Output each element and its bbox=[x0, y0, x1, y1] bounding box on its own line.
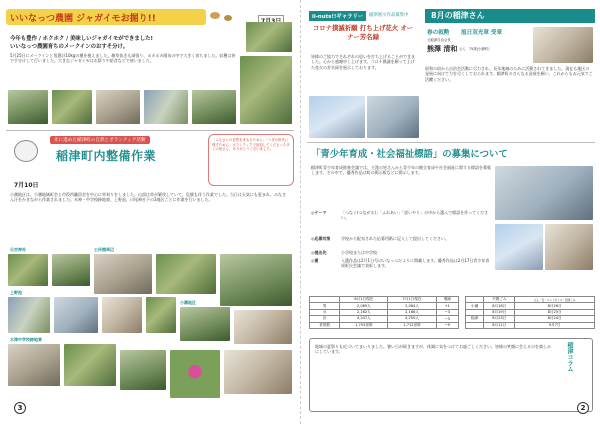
flower-photo bbox=[170, 350, 220, 398]
gallery-badge: ii-nuts!!ギャラリー bbox=[309, 11, 366, 21]
maint-photo-8 bbox=[102, 297, 142, 333]
maint-photo-3 bbox=[94, 254, 152, 294]
harvest-photo-2 bbox=[52, 90, 92, 124]
person-sub-1: 春の叙勲 bbox=[427, 30, 450, 36]
harvest-photo-5 bbox=[192, 90, 236, 124]
pop-cell: 4,250人 bbox=[388, 316, 436, 322]
sched-cell: 8月26日 bbox=[515, 303, 595, 309]
gallery-body: 皆様のご協力でそれぞれの思いを打ち上げることができました。心から感謝申し上げます。コロナ撲滅を願って上げた花火の芳名録を展示しております。 bbox=[311, 54, 415, 70]
column-body: 地域の夏祭りも近づいてまいりました。暑い日が続きますが、体調に気をつけてお過ごしください。皆様の笑顔に会えるのを楽しみにしています。 bbox=[315, 344, 551, 355]
sched-cell: 9月7日 bbox=[515, 322, 595, 328]
maint-photo-12 bbox=[8, 344, 60, 386]
caption-school-site: 水津中学校跡地東 bbox=[10, 337, 42, 342]
maint-photo-2 bbox=[52, 254, 90, 286]
table-row bbox=[310, 322, 459, 328]
theme-text: 「つなぐ(つながる)」「ふれあい」「思いやり」の中から選んで標語を作ってください。 bbox=[341, 210, 489, 221]
harvest-photo-3 bbox=[96, 90, 140, 124]
target-text: 学校から配布された応募用紙に記入して提出してください。 bbox=[341, 236, 449, 241]
pop-cell: +1 bbox=[436, 303, 458, 309]
sched-cell: 8月19日 bbox=[484, 309, 515, 315]
section-divider bbox=[6, 130, 294, 131]
target-label: ◎応募対象 bbox=[311, 236, 331, 241]
caption-community-center: 公民館周辺 bbox=[94, 247, 114, 252]
pop-cell: 2,085人 bbox=[340, 303, 388, 309]
right-page bbox=[300, 0, 600, 424]
recruit-title: 「青少年育成・社会福祉標語」の募集について bbox=[311, 149, 508, 160]
person-name: 熊澤 清和 bbox=[427, 45, 458, 53]
maint-photo-6 bbox=[8, 297, 50, 333]
maint-photo-11 bbox=[234, 310, 292, 344]
volunteer-bubble: 「ふるさとの自然をまもるために」「つぎの世代に残すために」ボランティアで参加してくださった多くの皆さん、ありがとうございました。 bbox=[208, 134, 294, 186]
note-label: ◎賞 bbox=[311, 258, 319, 263]
sched-header-2: びん・缶・ペットボトル・危険ごみ bbox=[515, 297, 595, 303]
population-table bbox=[309, 296, 459, 329]
sched-header-1: 不燃ごみ bbox=[484, 297, 515, 303]
pop-cell: −9 bbox=[436, 322, 458, 328]
person-portrait bbox=[533, 27, 593, 63]
harvest-headline-1: 今年も豊作 / ホクホク / 美味しいジャガイモができました! bbox=[10, 36, 154, 42]
pop-cell: 世帯数 bbox=[310, 322, 340, 328]
recruit-photo-2 bbox=[495, 224, 543, 270]
maintenance-body: 小潮地区は、小潮地域町会と市役所職員会を中心に草刈りをしました。山頂は草が繁茂していて、危険も伴う作業でした。当日は天気にも恵まれ、みなさん汗をかきながら作業されました。水神・中学校跡地東、上野池、川尾神社下の3地区ごとに作業を行いました。 bbox=[10, 192, 287, 203]
recruit-intro: 稲津町青少年育成推進会議では、主派の皆さんから青少年の健全育成や社会福祉に関する標語を募集します。その中で、優秀作品は町の掲示板などに掲示します。 bbox=[311, 165, 491, 176]
table-row bbox=[466, 322, 595, 328]
sched-cell bbox=[466, 322, 484, 328]
theme-label: ◎テーマ bbox=[311, 210, 327, 215]
harvest-body: 5月25日にメークインと男爵計10kgの種を植えました。雑草抜きも頑張り、ポカポカ陽気の中で大きく育ちました。収穫は皆で手分けして行いました。大きなジャガイモはお祭りや給食などで使いました。 bbox=[10, 53, 236, 64]
caption-ueno-pond: 上野池 bbox=[10, 290, 22, 295]
maint-photo-4 bbox=[156, 254, 216, 294]
maint-photo-1 bbox=[8, 254, 48, 286]
harvest-title: いいなっつ農園 ジャガイモお掘り!! bbox=[10, 14, 156, 24]
section-divider bbox=[307, 142, 595, 143]
person-age: 75歳(小潮町) bbox=[469, 47, 490, 51]
pop-header-3: 増減 bbox=[436, 297, 458, 303]
pop-cell: 2,084人 bbox=[388, 303, 436, 309]
sched-cell: 8月18日 bbox=[484, 303, 515, 309]
pop-cell: 4,247人 bbox=[340, 316, 388, 322]
person-header: 8月の稲津さん bbox=[431, 11, 485, 20]
pop-header-2: 7月1日現在 bbox=[388, 297, 436, 303]
gallery-heading: コロナ撲滅祈願 打ち上げ花火 オーナー芳名録 bbox=[312, 24, 414, 41]
deadline-text: 小学校または中学校 bbox=[341, 250, 377, 255]
garbage-schedule-table bbox=[465, 296, 595, 329]
pop-cell: −3 bbox=[436, 309, 458, 315]
potato-icon bbox=[224, 15, 232, 21]
harvest-photo-4 bbox=[144, 90, 188, 124]
pop-cell: 2,166人 bbox=[388, 309, 436, 315]
pop-cell: 計 bbox=[310, 316, 340, 322]
gallery-subtitle: 稲津展示作品募集中 bbox=[369, 13, 409, 18]
deadline-label: ◎提出先 bbox=[311, 250, 327, 255]
maintenance-date: 7月10日 bbox=[14, 182, 39, 189]
maint-photo-13 bbox=[64, 344, 116, 386]
harvest-photo-top bbox=[246, 22, 292, 52]
sched-cell: 8月23日 bbox=[484, 316, 515, 322]
page-number-left: 3 bbox=[14, 402, 26, 414]
person-suffix: さん bbox=[459, 47, 466, 51]
column-title: 稲津コラム bbox=[566, 342, 573, 372]
person-sub-2: 旭日双光章 受章 bbox=[461, 30, 503, 36]
pop-cell: −3 bbox=[436, 316, 458, 322]
sched-cell: 8月11日 bbox=[484, 322, 515, 328]
maint-photo-5 bbox=[220, 254, 292, 306]
maint-photo-10 bbox=[180, 307, 230, 341]
sched-cell: 小潮 bbox=[466, 303, 484, 309]
pop-cell: 1,703世帯 bbox=[340, 322, 388, 328]
pop-cell: 女 bbox=[310, 309, 340, 315]
maint-photo-15 bbox=[224, 350, 292, 394]
person-role: 元稲津自治会長 bbox=[427, 38, 451, 42]
pop-header-1: 8月1日現在 bbox=[340, 297, 388, 303]
caption-koshio-district: 小潮地区 bbox=[180, 300, 196, 305]
potato-icon bbox=[210, 12, 220, 19]
harvest-photo-6 bbox=[240, 56, 292, 124]
recruit-photo-3 bbox=[545, 224, 593, 270]
harvest-photo-1 bbox=[8, 90, 48, 124]
sched-cell: 8月25日 bbox=[515, 309, 595, 315]
gallery-photo-2 bbox=[367, 96, 419, 138]
recruit-photo-1 bbox=[495, 166, 593, 220]
cat-icon bbox=[14, 140, 38, 162]
maint-photo-14 bbox=[120, 350, 166, 390]
pop-cell: 2,162人 bbox=[340, 309, 388, 315]
sched-cell: 8月24日 bbox=[515, 316, 595, 322]
note-text: 入選作品は2月1日号のいなっつだよりに掲載します。優秀作品は2月17日青少年育成町民会議で表彰します。 bbox=[341, 258, 490, 269]
page-number-right: 2 bbox=[577, 402, 589, 414]
maint-photo-9 bbox=[146, 297, 176, 333]
gallery-photo-1 bbox=[309, 96, 365, 138]
maintenance-title: 稲津町内整備作業 bbox=[56, 149, 157, 163]
pop-cell: 男 bbox=[310, 303, 340, 309]
caption-hiyoshi-shrine: 日吉神社 bbox=[10, 247, 26, 252]
sched-cell: 稲津 bbox=[466, 316, 484, 322]
maint-photo-7 bbox=[54, 297, 98, 333]
harvest-headline-2: いいなっつ農園育ちのメークインのおすそ分け。 bbox=[10, 44, 129, 50]
maintenance-ribbon: 先に進めた稲津町の自然とボランティア活動 bbox=[50, 136, 150, 144]
pop-cell: 1,712世帯 bbox=[388, 322, 436, 328]
person-body: 昭和の頃から自治会活動に尽力され、長年地域のために活動されてきました。現在も地区の発展に向けて力を尽くしておられます。稲津町のさらなる発展を願い、これからもお元気でご活躍ください。 bbox=[425, 66, 593, 82]
